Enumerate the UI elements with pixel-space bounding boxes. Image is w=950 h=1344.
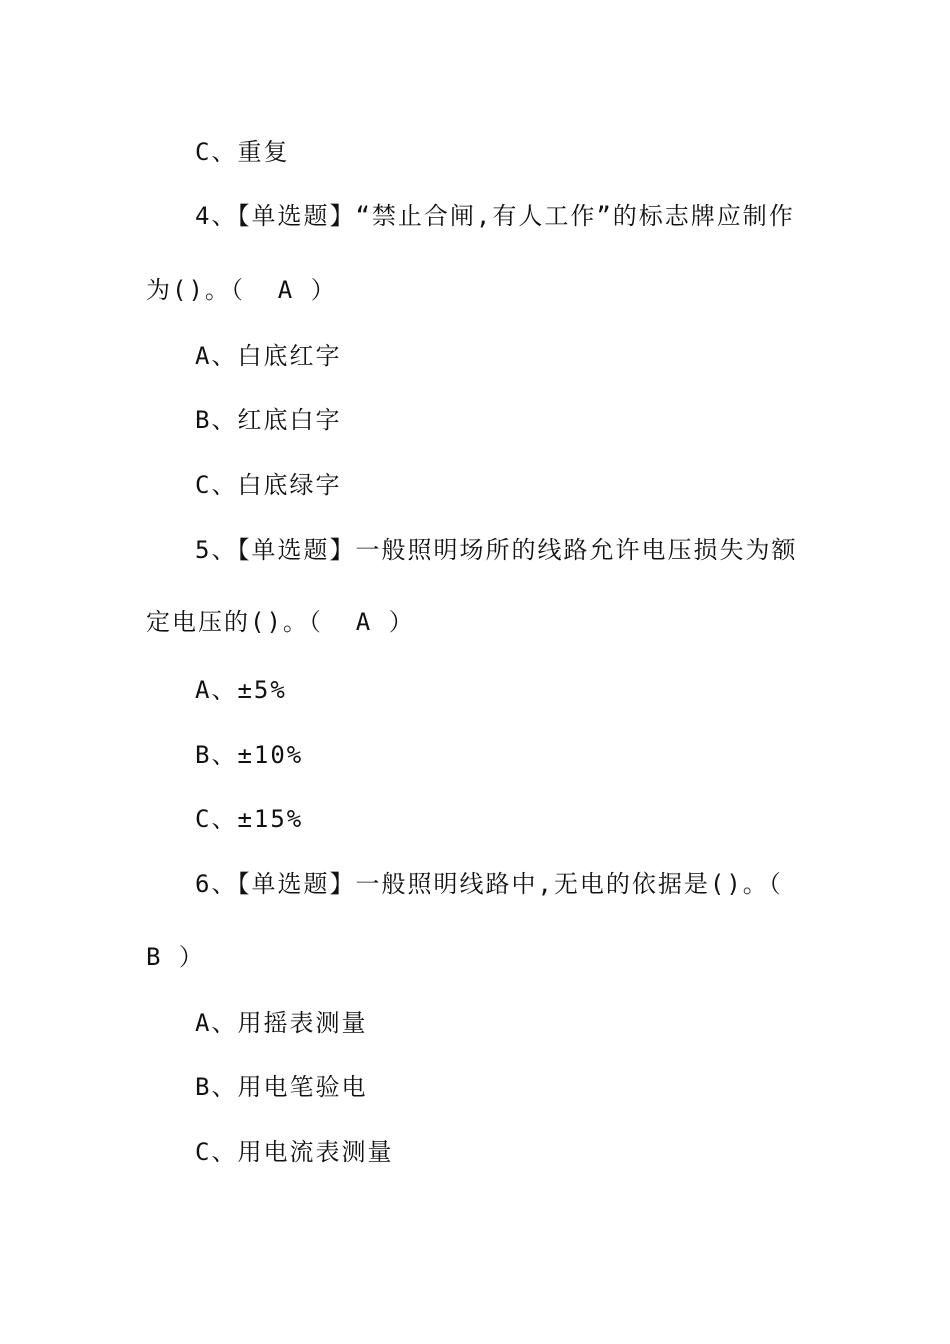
question-6-option-a: A、用摇表测量 — [195, 1009, 368, 1037]
question-6-text: 6、【单选题】一般照明线路中,无电的依据是()。（ — [195, 870, 783, 898]
question-5-option-c: C、±15% — [195, 805, 304, 833]
question-4-text: 4、【单选题】“禁止合闸,有人工作”的标志牌应制作 — [195, 202, 795, 230]
question-4-option-c: C、白底绿字 — [195, 471, 342, 499]
option-c-previous: C、重复 — [195, 138, 290, 166]
question-5-text-continued: 定电压的()。（ A ） — [146, 608, 415, 636]
question-6-option-b: B、用电笔验电 — [195, 1073, 368, 1101]
question-5-text: 5、【单选题】一般照明场所的线路允许电压损失为额 — [195, 536, 798, 564]
question-4-option-b: B、红底白字 — [195, 406, 342, 434]
question-4-option-a: A、白底红字 — [195, 342, 342, 370]
question-6-option-c: C、用电流表测量 — [195, 1138, 394, 1166]
question-5-option-b: B、±10% — [195, 741, 304, 769]
question-6-text-continued: B ） — [146, 943, 205, 971]
question-5-option-a: A、±5% — [195, 676, 287, 704]
question-4-text-continued: 为()。（ A ） — [146, 276, 337, 304]
